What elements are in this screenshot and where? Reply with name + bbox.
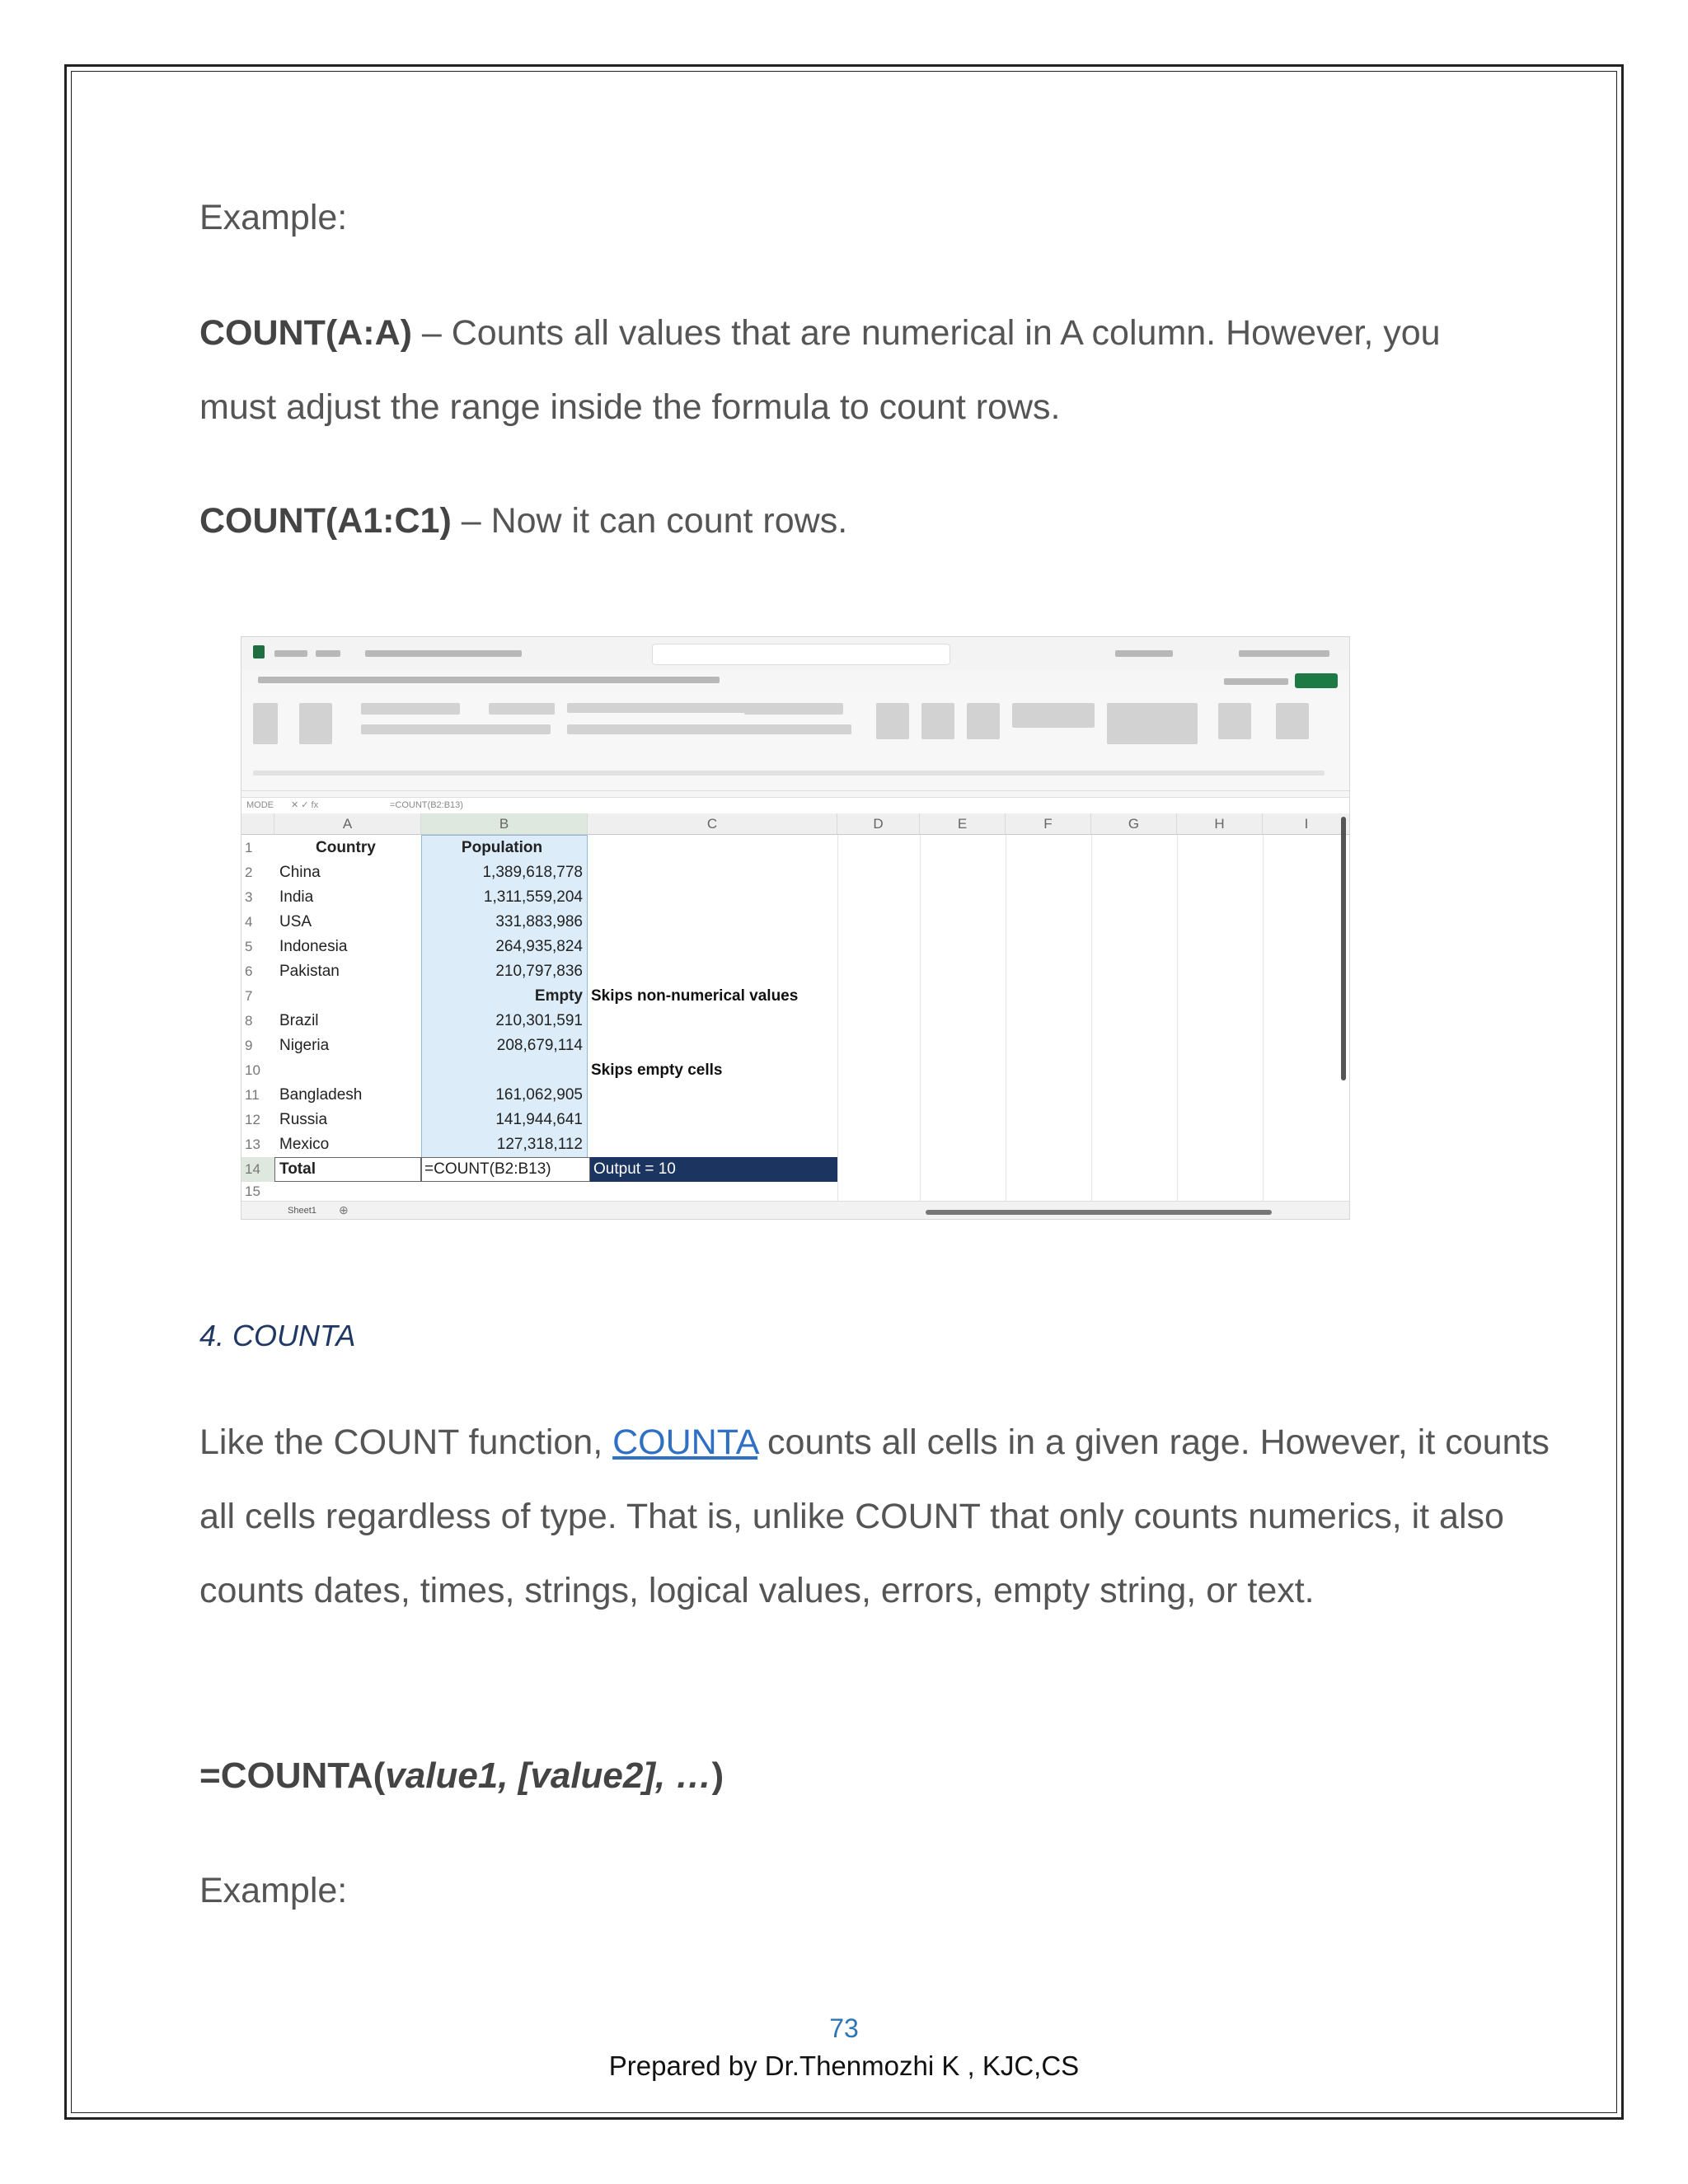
name-box[interactable]: MODE [246,800,274,810]
formula-text[interactable]: =COUNT(B2:B13) [390,800,463,810]
output-cell[interactable]: Output = 10 [590,1157,837,1182]
add-sheet-icon[interactable]: ⊕ [339,1203,349,1216]
counta-syntax: =COUNTA(value1, [value2], …) [199,1755,724,1796]
page-number: 73 [829,2013,859,2043]
example-label: Example: [199,198,348,237]
table-row: 11 Bangladesh 161,062,905 [245,1086,583,1104]
col-header-b[interactable]: B [421,813,588,835]
sheet-tabs-bar [241,1201,1349,1220]
fx-icon: ✕ ✓ fx [291,800,319,810]
table-row: 3 India 1,311,559,204 [245,888,583,906]
col-header-a[interactable]: A [274,813,421,835]
table-row: 5 Indonesia 264,935,824 [245,938,583,955]
ribbon [241,691,1349,791]
excel-logo-icon [253,645,265,658]
col-header-e[interactable]: E [920,813,1006,835]
table-row: 10 Skips empty cells [241,1058,1350,1083]
counta-description: Like the COUNT function, COUNTA counts all cells in a given rage. However, it counts all cells regardless of type. That is, unlike COUNT that only counts numerics, it also counts dates, times, strings, logical values, errors, empty string, or text. [199,1422,1550,1610]
table-row: 15 [245,1183,260,1199]
formula-bar[interactable] [241,797,1349,815]
count-aa-line1 [199,313,1441,354]
note-non-numerical[interactable]: Skips non-numerical values [591,987,799,1005]
table-row: 6 Pakistan 210,797,836 [245,963,583,980]
table-row: 7 Empty Skips non-numerical values [241,984,1350,1009]
horizontal-scrollbar[interactable] [926,1210,1272,1215]
note-empty-cells[interactable]: Skips empty cells [591,1062,723,1079]
sheet-tab[interactable]: Sheet1 [288,1206,316,1216]
footer-text: Prepared by Dr.Thenmozhi K , KJC,CS [608,2050,1080,2081]
share-button[interactable] [1295,673,1338,688]
vertical-scrollbar[interactable] [1341,817,1346,1080]
col-header-c[interactable]: C [588,813,837,835]
counta-link[interactable]: COUNTA [612,1422,758,1462]
col-header-i[interactable]: I [1263,813,1350,835]
sheet-grid [241,813,1350,1201]
table-row: 8 Brazil 210,301,591 [245,1012,583,1029]
count-a1c1-line [199,501,847,541]
col-header-f[interactable]: F [1006,813,1091,835]
count-aa-term: COUNT(A:A) [199,313,412,353]
count-a1c1-term: COUNT(A1:C1) [199,501,452,541]
col-header-d[interactable]: D [837,813,920,835]
table-row: 13 Mexico 127,318,112 [245,1136,583,1153]
count-a1c1-desc: – Now it can count rows. [451,501,848,541]
col-header-h[interactable]: H [1177,813,1263,835]
table-row: 1 Country Population [245,839,543,856]
count-formula[interactable]: =COUNT(B2:B13) [424,1160,551,1178]
example-label-2: Example: [199,1871,348,1910]
search-box[interactable] [652,644,950,665]
table-row: 2 China 1,389,618,778 [245,864,583,881]
table-row: 12 Russia 141,944,641 [245,1111,583,1128]
col-header-g[interactable]: G [1091,813,1177,835]
excel-screenshot [241,636,1350,1220]
table-row: 14 Total =COUNT(B2:B13) [241,1157,1350,1182]
count-aa-line2: must adjust the range inside the formula to count rows. [199,387,1061,427]
table-row: 4 USA 331,883,986 [245,913,583,930]
table-row: 9 Nigeria 208,679,114 [245,1037,583,1054]
excel-title-bar [241,637,1349,670]
count-aa-desc: – Counts all values that are numerical in A column. However, you [411,313,1441,353]
section-heading-counta: 4. COUNTA [199,1319,356,1352]
